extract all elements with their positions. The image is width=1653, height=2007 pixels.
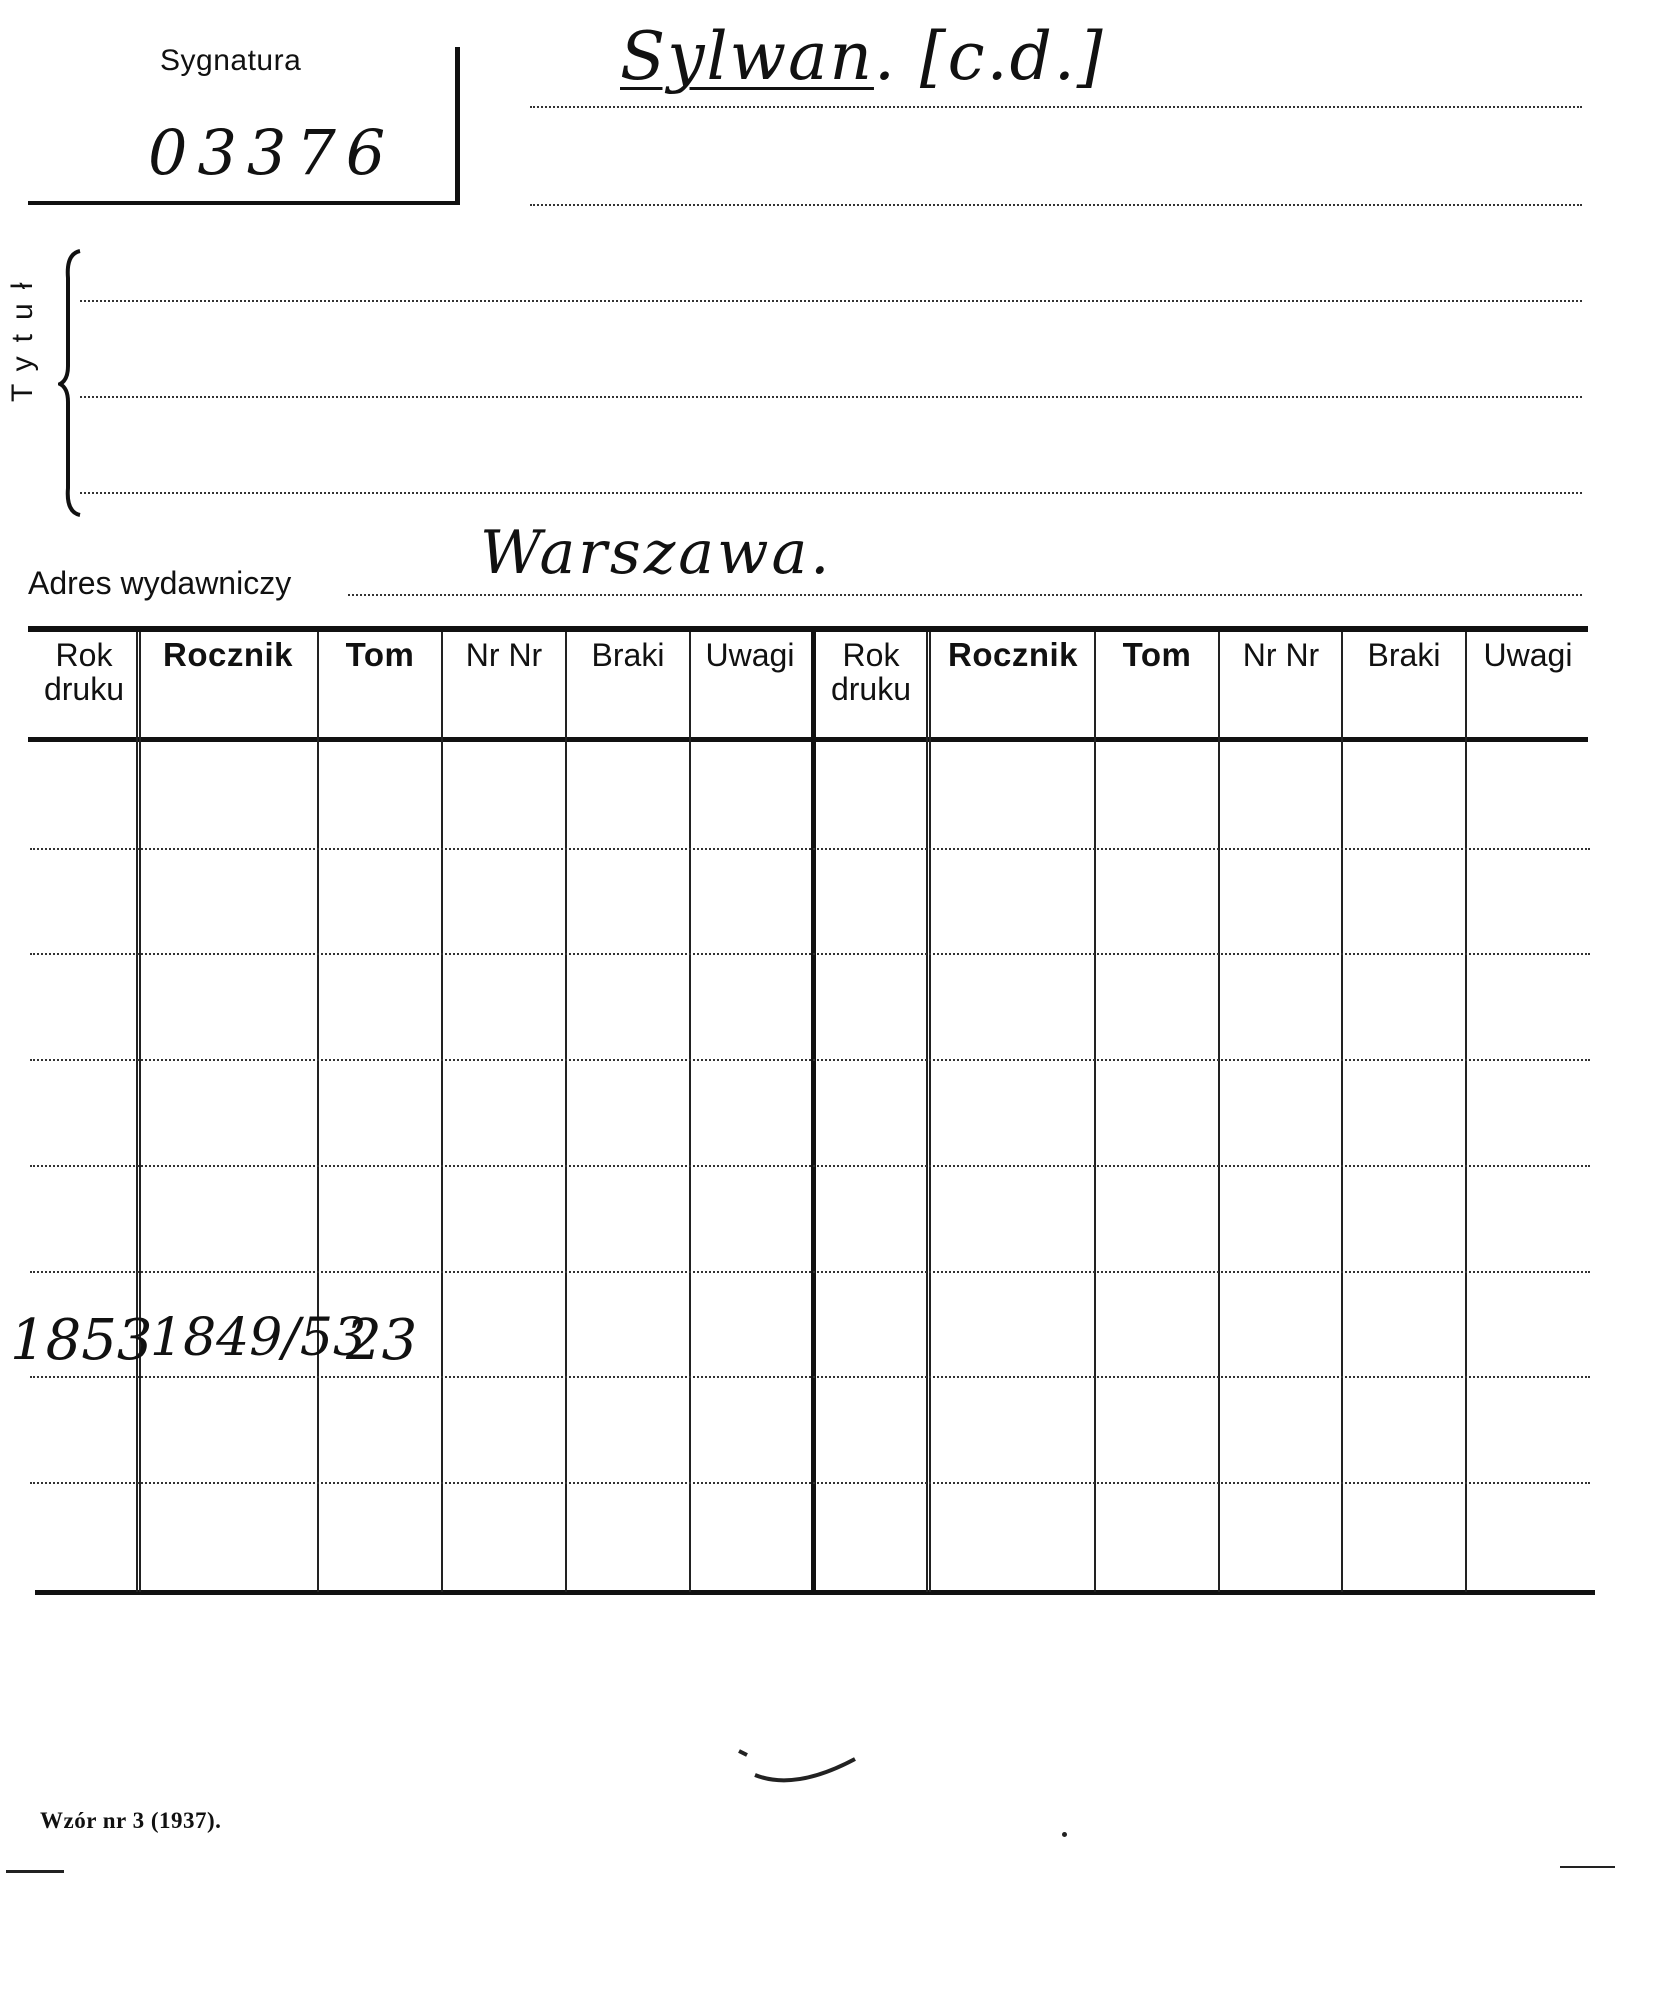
table-header-rule <box>28 737 1588 742</box>
table-center-divider <box>811 632 816 1592</box>
heading-suffix: . [c.d.] <box>873 18 1105 95</box>
scan-mark <box>1560 1866 1615 1868</box>
entry-rocznik: 1849/53 <box>150 1308 367 1368</box>
title-dotted-line-2 <box>80 396 1582 398</box>
signature-underline <box>28 201 459 205</box>
title-dotted-line-1 <box>80 300 1582 302</box>
table-row-line <box>30 1376 1590 1378</box>
table-row-line <box>30 848 1590 850</box>
column-divider <box>441 632 443 1592</box>
table-row-line <box>30 1059 1590 1061</box>
header-uwagi: Uwagi <box>1483 637 1573 673</box>
header-nr-nr: Nr Nr <box>465 637 543 673</box>
publisher-dotted-line <box>348 594 1582 596</box>
column-divider <box>565 632 567 1592</box>
column-divider <box>1218 632 1220 1592</box>
column-divider <box>1094 632 1096 1592</box>
form-model-label: Wzór nr 3 (1937). <box>40 1808 222 1833</box>
scan-mark <box>1062 1832 1067 1837</box>
table-row-line <box>30 1482 1590 1484</box>
header-uwagi: Uwagi <box>705 637 795 673</box>
table-row-line <box>30 1165 1590 1167</box>
scan-mark <box>6 1870 64 1873</box>
publisher-label: Adres wydawniczy <box>28 565 292 601</box>
header-tom: Tom <box>1122 636 1192 673</box>
table-row-line <box>30 1271 1590 1273</box>
header-tom: Tom <box>345 636 415 673</box>
column-divider <box>136 632 141 1592</box>
header-rocznik: Rocznik <box>162 636 294 673</box>
catalog-heading <box>620 18 1105 95</box>
header-rok-druku: Rok druku <box>830 637 912 707</box>
signature-value: 03376 <box>148 116 396 189</box>
entry-rok-druku: 1853 <box>10 1308 153 1373</box>
column-divider <box>1465 632 1467 1592</box>
header-nr-nr: Nr Nr <box>1242 637 1320 673</box>
header-braki: Braki <box>591 637 665 673</box>
heading-dotted-line-1 <box>530 106 1582 108</box>
header-rok-druku: Rok druku <box>43 637 125 707</box>
publisher-value: Warszawa. <box>480 518 833 588</box>
heading-dotted-line-2 <box>530 204 1582 206</box>
scan-mark <box>735 1745 865 1795</box>
title-bracket <box>58 248 88 518</box>
column-divider <box>689 632 691 1592</box>
column-divider <box>1341 632 1343 1592</box>
signature-box-border <box>455 47 460 205</box>
column-divider <box>926 632 931 1592</box>
header-rocznik: Rocznik <box>947 636 1079 673</box>
title-label: Tytuł <box>6 268 39 402</box>
header-braki: Braki <box>1367 637 1441 673</box>
signature-label: Sygnatura <box>160 44 302 77</box>
table-row-line <box>30 953 1590 955</box>
entry-tom: 23 <box>346 1308 418 1373</box>
title-dotted-line-3 <box>80 492 1582 494</box>
column-divider <box>317 632 319 1592</box>
heading-title: Sylwan <box>620 18 874 95</box>
table-top-rule <box>28 626 1588 632</box>
